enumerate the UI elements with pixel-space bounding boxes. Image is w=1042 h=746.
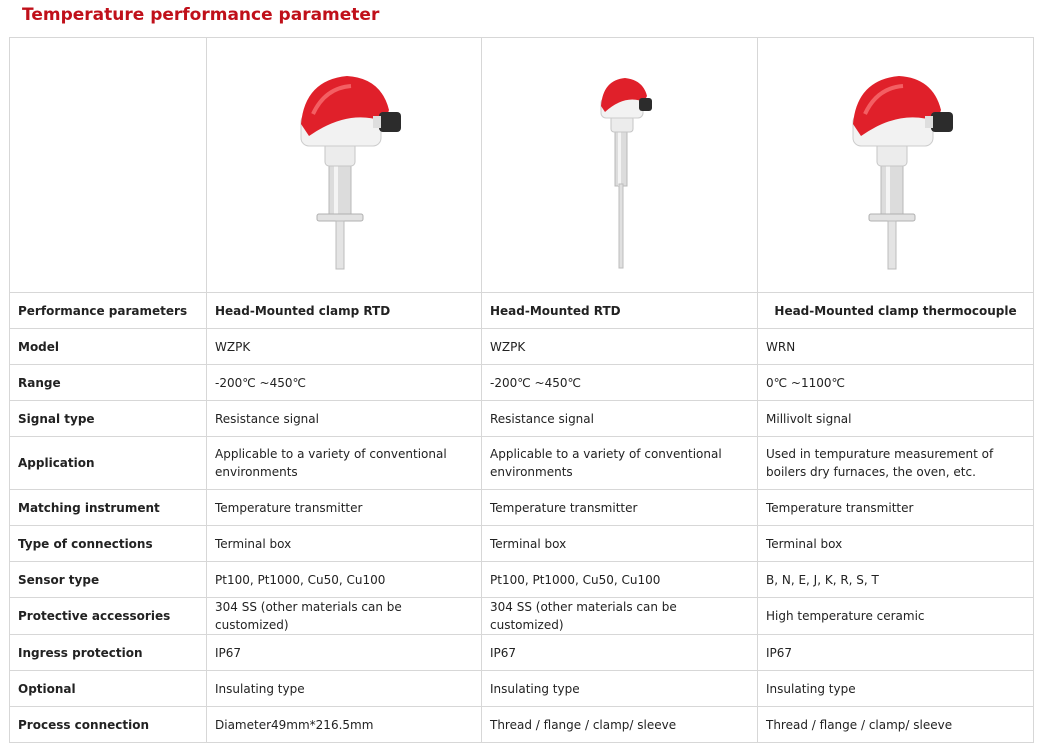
- table-row: [10, 437, 1034, 490]
- row-label: Ingress protection: [10, 635, 207, 671]
- product-image-cell: [758, 38, 1034, 293]
- row-label: Signal type: [10, 401, 207, 437]
- row-value: Terminal box: [758, 526, 1034, 562]
- row-value: Millivolt signal: [758, 401, 1034, 437]
- row-label: Sensor type: [10, 562, 207, 598]
- row-label: Model: [10, 329, 207, 365]
- table-row: [10, 635, 1034, 671]
- row-value: Resistance signal: [482, 401, 758, 437]
- row-value: Temperature transmitter: [482, 490, 758, 526]
- product-name: Head-Mounted clamp RTD: [207, 293, 482, 329]
- header-label: Performance parameters: [10, 293, 207, 329]
- row-value: WRN: [758, 329, 1034, 365]
- row-value: IP67: [207, 635, 482, 671]
- row-value: WZPK: [207, 329, 482, 365]
- table-row: [10, 401, 1034, 437]
- row-value: B, N, E, J, K, R, S, T: [758, 562, 1034, 598]
- row-value: Diameter49mm*216.5mm: [207, 707, 482, 743]
- product-image-cell: [482, 38, 758, 293]
- product-image-row: [10, 38, 1034, 293]
- row-value: Pt100, Pt1000, Cu50, Cu100: [207, 562, 482, 598]
- row-value: Applicable to a variety of conventional environments: [482, 437, 758, 490]
- head-mounted-rtd-image: [545, 50, 695, 280]
- row-value: Resistance signal: [207, 401, 482, 437]
- row-value: Terminal box: [482, 526, 758, 562]
- table-row: [10, 671, 1034, 707]
- head-mounted-clamp-rtd-image: [269, 50, 419, 280]
- table-row: [10, 562, 1034, 598]
- row-value: High temperature ceramic: [758, 598, 1034, 635]
- table-row: [10, 365, 1034, 401]
- row-value: Applicable to a variety of conventional environments: [207, 437, 482, 490]
- head-mounted-clamp-thermocouple-image: [821, 50, 971, 280]
- table-row: [10, 598, 1034, 635]
- row-label: Protective accessories: [10, 598, 207, 635]
- row-value: IP67: [758, 635, 1034, 671]
- row-value: Temperature transmitter: [207, 490, 482, 526]
- product-name: Head-Mounted RTD: [482, 293, 758, 329]
- row-value: Used in tempurature measurement of boilers dry furnaces, the oven, etc.: [758, 437, 1034, 490]
- product-name: Head-Mounted clamp thermocouple: [758, 293, 1034, 329]
- table-header-row: [10, 293, 1034, 329]
- row-value: -200℃ ~450℃: [207, 365, 482, 401]
- row-label: Range: [10, 365, 207, 401]
- table-row: [10, 526, 1034, 562]
- table-row: [10, 707, 1034, 743]
- row-value: Terminal box: [207, 526, 482, 562]
- performance-table: [9, 37, 1034, 743]
- row-value: 304 SS (other materials can be customized): [207, 598, 482, 635]
- table-row: [10, 329, 1034, 365]
- row-label: Application: [10, 437, 207, 490]
- product-image-cell: [207, 38, 482, 293]
- row-value: Thread / flange / clamp/ sleeve: [758, 707, 1034, 743]
- row-value: Insulating type: [207, 671, 482, 707]
- row-value: -200℃ ~450℃: [482, 365, 758, 401]
- row-value: Pt100, Pt1000, Cu50, Cu100: [482, 562, 758, 598]
- page-title: Temperature performance parameter: [22, 5, 380, 25]
- row-label: Type of connections: [10, 526, 207, 562]
- row-value: Thread / flange / clamp/ sleeve: [482, 707, 758, 743]
- row-value: Insulating type: [758, 671, 1034, 707]
- row-label: Optional: [10, 671, 207, 707]
- row-value: Insulating type: [482, 671, 758, 707]
- row-value: 0℃ ~1100℃: [758, 365, 1034, 401]
- row-value: Temperature transmitter: [758, 490, 1034, 526]
- row-label: Matching instrument: [10, 490, 207, 526]
- row-value: 304 SS (other materials can be customized): [482, 598, 758, 635]
- empty-corner-cell: [10, 38, 207, 293]
- row-value: IP67: [482, 635, 758, 671]
- row-value: WZPK: [482, 329, 758, 365]
- table-row: [10, 490, 1034, 526]
- spec-rows: [10, 329, 1034, 743]
- row-label: Process connection: [10, 707, 207, 743]
